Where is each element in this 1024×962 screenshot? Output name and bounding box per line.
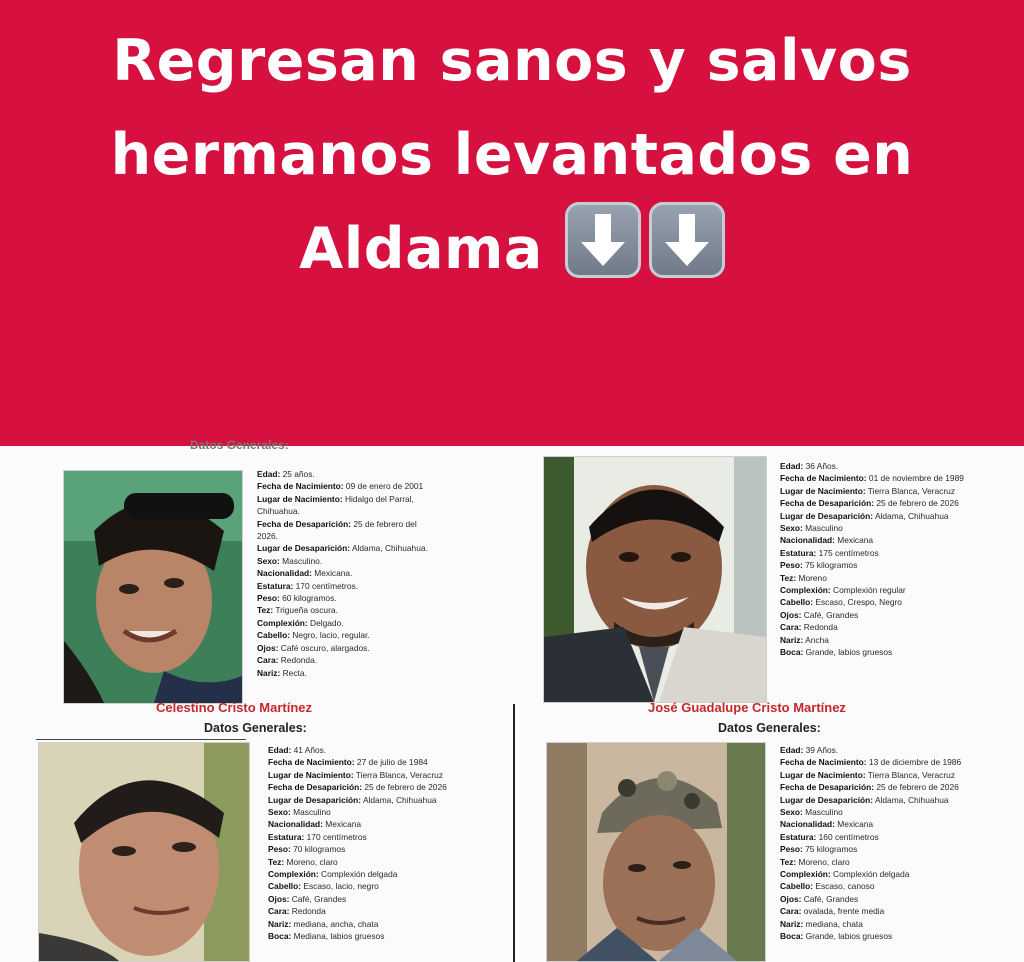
info-value: Trigueña oscura.	[273, 605, 338, 616]
info-row	[780, 472, 964, 484]
info-value: ovalada, frente media	[801, 906, 885, 917]
info-value: 41 Años.	[291, 745, 327, 755]
info-label: Lugar de Nacimiento:	[780, 485, 866, 496]
info-label: Fecha de Desaparición:	[268, 782, 363, 793]
info-value: 25 de febrero de 2026	[874, 498, 959, 509]
info-value: Mexicana	[834, 819, 874, 830]
info-label: Estatura:	[780, 831, 817, 842]
info-label: Fecha de Nacimiento:	[780, 757, 867, 768]
info-row	[257, 542, 428, 554]
info-row	[268, 818, 447, 830]
info-value: Hidalgo del Parral,	[342, 493, 414, 504]
info-value: Aldama, Chihuahua	[361, 794, 437, 805]
info-row	[780, 781, 961, 793]
info-person-4	[780, 744, 961, 943]
info-label: Boca:	[780, 647, 804, 658]
info-label: Cara:	[257, 655, 279, 666]
headline-line-3-text: Aldama	[299, 216, 543, 282]
info-value: mediana, ancha, chata	[291, 918, 379, 929]
info-row	[780, 744, 961, 756]
photo-person-2	[543, 456, 767, 703]
info-row	[780, 818, 961, 830]
info-value: Mexicana	[834, 535, 874, 546]
info-label: Lugar de Desaparición:	[780, 794, 874, 805]
info-label: Fecha de Desaparición:	[780, 498, 875, 509]
headline-line-1: Regresan sanos y salvos	[112, 28, 912, 94]
headline	[0, 14, 1024, 296]
info-person-1	[257, 468, 428, 679]
info-label: Cabello:	[780, 597, 814, 608]
info-row	[268, 831, 447, 843]
info-row	[780, 621, 964, 633]
info-value: Tierra Blanca, Veracruz	[865, 485, 955, 496]
info-value: 36 Años.	[803, 461, 839, 471]
info-label: Cara:	[780, 906, 802, 917]
info-row	[780, 510, 964, 522]
info-value: Complexión delgada	[830, 869, 910, 880]
info-row	[268, 880, 447, 892]
info-row	[780, 572, 964, 584]
info-label: Boca:	[268, 931, 292, 942]
headline-line-2: hermanos levantados en	[110, 122, 914, 188]
info-label: Nacionalidad:	[780, 535, 835, 546]
info-row	[268, 918, 447, 930]
info-row	[780, 880, 961, 892]
info-label: Lugar de Desaparición:	[268, 794, 362, 805]
heading-person-3: Datos Generales:	[204, 721, 307, 735]
info-row	[257, 667, 428, 679]
info-row	[780, 756, 961, 768]
info-row	[780, 930, 961, 942]
info-row	[268, 843, 447, 855]
info-label: Cara:	[780, 622, 802, 633]
info-value: Grande, labios gruesos	[803, 931, 893, 942]
info-value: Negro, lacio, regular.	[290, 630, 370, 641]
info-label: Edad:	[257, 469, 281, 479]
info-label: Lugar de Nacimiento:	[257, 493, 343, 504]
info-label: Peso:	[780, 560, 803, 571]
info-row	[257, 530, 428, 542]
info-row	[780, 646, 964, 658]
info-row	[780, 868, 961, 880]
info-row	[780, 893, 961, 905]
info-label: Lugar de Desaparición:	[780, 510, 874, 521]
info-row	[268, 744, 447, 756]
info-label: Estatura:	[268, 831, 305, 842]
info-row	[257, 493, 428, 505]
info-row	[257, 555, 428, 567]
info-label: Peso:	[780, 844, 803, 855]
name-person-4: José Guadalupe Cristo Martínez	[648, 700, 846, 715]
info-label: Lugar de Desaparición:	[257, 543, 351, 554]
info-row	[257, 642, 428, 654]
info-label: Fecha de Nacimiento:	[780, 473, 867, 484]
info-value: Masculino.	[279, 555, 323, 566]
info-label: Nariz:	[257, 667, 281, 678]
info-label: Fecha de Nacimiento:	[257, 481, 344, 492]
info-value: Masculino	[802, 523, 843, 534]
info-label: Edad:	[268, 745, 292, 755]
info-label: Sexo:	[268, 807, 291, 818]
info-value: Aldama, Chihuahua.	[350, 543, 428, 554]
info-row	[268, 930, 447, 942]
info-row	[780, 547, 964, 559]
info-row	[780, 609, 964, 621]
info-label: Ojos:	[780, 609, 802, 620]
info-label: Fecha de Desaparición:	[257, 518, 352, 529]
info-label: Boca:	[780, 931, 804, 942]
info-row	[780, 843, 961, 855]
info-label: Ojos:	[257, 642, 279, 653]
info-row	[268, 856, 447, 868]
info-value: Aldama, Chihuahua	[873, 794, 949, 805]
info-value: Chihuahua.	[257, 506, 300, 517]
info-label: Edad:	[780, 745, 804, 755]
info-row	[780, 905, 961, 917]
info-row	[780, 522, 964, 534]
info-value: Moreno, claro	[284, 856, 338, 867]
info-row	[780, 634, 964, 646]
info-value: 70 kilogramos	[290, 844, 346, 855]
info-label: Tez:	[780, 572, 797, 583]
info-value: 09 de enero de 2001	[343, 481, 424, 492]
info-row	[257, 629, 428, 641]
info-value: Moreno	[796, 572, 827, 583]
info-value: Moreno, claro	[796, 856, 850, 867]
info-label: Peso:	[268, 844, 291, 855]
info-label: Sexo:	[780, 523, 803, 534]
divider	[513, 704, 515, 962]
info-value: Mexicana.	[311, 568, 353, 579]
info-label: Lugar de Nacimiento:	[268, 769, 354, 780]
info-row	[780, 534, 964, 546]
info-label: Fecha de Nacimiento:	[268, 757, 355, 768]
info-row	[257, 654, 428, 666]
info-value: 75 kilogramos	[802, 844, 858, 855]
info-label: Complexión:	[780, 869, 831, 880]
info-value: 170 centímetros	[304, 831, 367, 842]
info-row	[780, 485, 964, 497]
info-row	[268, 905, 447, 917]
photo-person-1	[63, 470, 243, 704]
info-label: Fecha de Desaparición:	[780, 782, 875, 793]
info-value: 160 centímetros	[816, 831, 879, 842]
info-row	[257, 480, 428, 492]
info-row	[268, 868, 447, 880]
info-row	[268, 781, 447, 793]
info-value: Café oscuro, alargados.	[278, 642, 370, 653]
info-value: 25 de febrero de 2026	[874, 782, 959, 793]
info-row	[780, 918, 961, 930]
info-row	[780, 596, 964, 608]
photo-person-4	[546, 742, 766, 962]
down-arrow-icon	[649, 202, 725, 278]
info-row	[257, 617, 428, 629]
cutoff-heading-left: Datos Generales:	[190, 438, 289, 452]
info-label: Nariz:	[780, 634, 804, 645]
info-value: Complexión delgada	[318, 869, 398, 880]
info-value: Mediana, labios gruesos	[291, 931, 385, 942]
info-value: Mexicana	[322, 819, 362, 830]
info-label: Ojos:	[780, 893, 802, 904]
info-value: 01 de noviembre de 1989	[866, 473, 964, 484]
info-value: 170 centímetros.	[293, 580, 359, 591]
info-row	[780, 856, 961, 868]
info-value: Grande, labios gruesos	[803, 647, 893, 658]
info-row	[268, 893, 447, 905]
info-label: Complexión:	[268, 869, 319, 880]
info-row	[268, 794, 447, 806]
info-label: Cabello:	[257, 630, 291, 641]
info-value: 175 centímetros	[816, 547, 879, 558]
info-value: Complexión regular	[830, 585, 906, 596]
heading-person-4: Datos Generales:	[718, 721, 821, 735]
info-value: Café, Grandes	[801, 609, 859, 620]
info-value: Aldama, Chihuahua	[873, 510, 949, 521]
info-row	[780, 794, 961, 806]
info-row	[268, 806, 447, 818]
info-person-3	[268, 744, 447, 943]
info-label: Cara:	[268, 906, 290, 917]
info-value: Masculino	[802, 807, 843, 818]
info-value: Masculino	[290, 807, 331, 818]
info-label: Complexión:	[257, 617, 308, 628]
info-value: 75 kilogramos	[802, 560, 858, 571]
info-row	[257, 592, 428, 604]
info-label: Tez:	[257, 605, 274, 616]
info-label: Ojos:	[268, 893, 290, 904]
info-row	[780, 497, 964, 509]
info-row	[257, 518, 428, 530]
info-label: Sexo:	[257, 555, 280, 566]
info-value: Redonda	[801, 622, 838, 633]
info-row	[780, 460, 964, 472]
info-value: Tierra Blanca, Veracruz	[865, 769, 955, 780]
info-value: 2026.	[257, 531, 278, 542]
info-row	[780, 831, 961, 843]
info-label: Nariz:	[780, 918, 804, 929]
headline-line-3	[0, 202, 1024, 296]
info-label: Complexión:	[780, 585, 831, 596]
info-label: Tez:	[780, 856, 797, 867]
info-row	[257, 468, 428, 480]
info-row	[257, 580, 428, 592]
info-label: Nariz:	[268, 918, 292, 929]
missing-persons-poster	[0, 438, 1024, 962]
info-row	[780, 806, 961, 818]
info-value: Delgado.	[307, 617, 344, 628]
info-value: 25 años.	[280, 469, 315, 479]
info-person-2	[780, 460, 964, 659]
red-banner	[0, 0, 1024, 446]
info-row	[780, 559, 964, 571]
info-label: Sexo:	[780, 807, 803, 818]
info-row	[257, 604, 428, 616]
info-label: Edad:	[780, 461, 804, 471]
info-value: Redonda.	[278, 655, 318, 666]
name-person-3: Celestino Cristo Martínez	[156, 700, 313, 715]
info-row	[257, 505, 428, 517]
info-value: 39 Años.	[803, 745, 839, 755]
info-label: Nacionalidad:	[257, 568, 312, 579]
info-label: Lugar de Nacimiento:	[780, 769, 866, 780]
info-value: Escaso, lacio, negro	[301, 881, 379, 892]
info-value: Tierra Blanca, Veracruz	[353, 769, 443, 780]
info-value: mediana, chata	[803, 918, 863, 929]
info-row	[780, 584, 964, 596]
info-label: Peso:	[257, 593, 280, 604]
info-value: 27 de julio de 1984	[354, 757, 428, 768]
info-row	[268, 769, 447, 781]
info-label: Estatura:	[257, 580, 294, 591]
info-label: Nacionalidad:	[780, 819, 835, 830]
info-label: Cabello:	[780, 881, 814, 892]
info-row	[257, 567, 428, 579]
info-row	[780, 769, 961, 781]
info-label: Tez:	[268, 856, 285, 867]
info-value: Escaso, Crespo, Negro	[813, 597, 902, 608]
down-arrow-icon	[565, 202, 641, 278]
info-value: 60 kilogramos.	[279, 593, 337, 604]
info-value: 25 de febrero del	[351, 518, 417, 529]
info-value: 25 de febrero de 2026	[362, 782, 447, 793]
info-label: Nacionalidad:	[268, 819, 323, 830]
photo-top-border	[36, 739, 246, 740]
info-value: Recta.	[280, 667, 307, 678]
info-label: Cabello:	[268, 881, 302, 892]
info-value: Café, Grandes	[801, 893, 859, 904]
info-label: Estatura:	[780, 547, 817, 558]
info-row	[268, 756, 447, 768]
info-value: Escaso, canoso	[813, 881, 875, 892]
info-value: Café, Grandes	[289, 893, 347, 904]
info-value: 13 de diciembre de 1986	[866, 757, 962, 768]
photo-person-3	[38, 742, 250, 962]
info-value: Redonda	[289, 906, 326, 917]
info-value: Ancha	[803, 634, 829, 645]
